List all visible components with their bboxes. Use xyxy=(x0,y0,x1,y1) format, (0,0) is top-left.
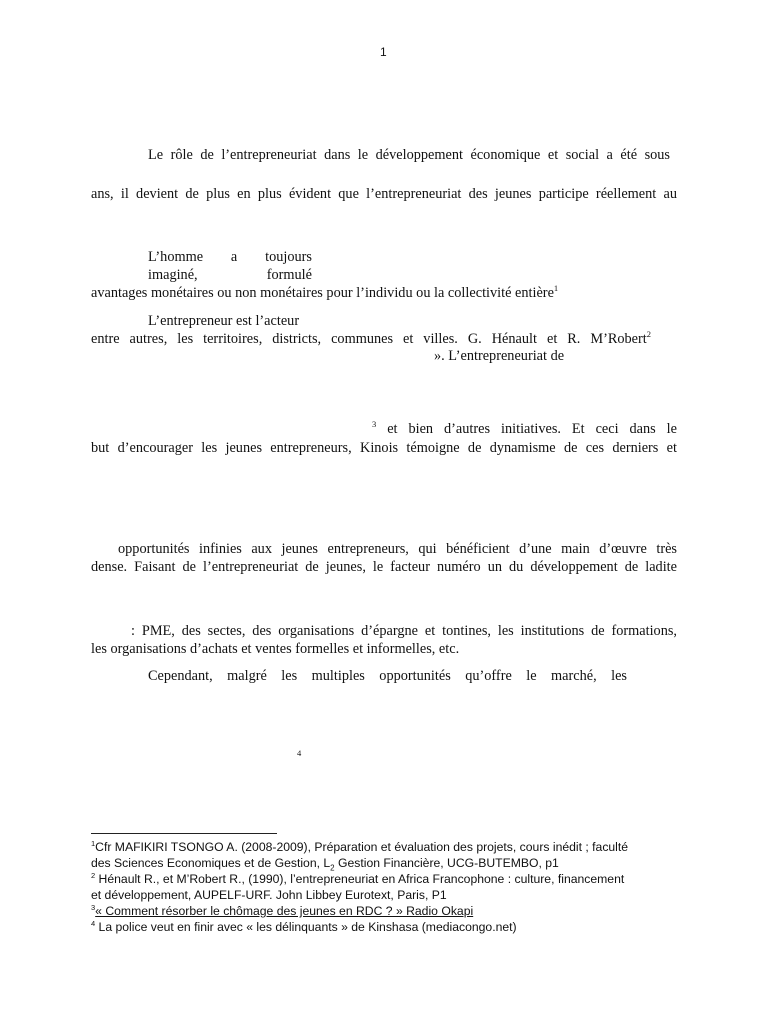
footnote-2-line xyxy=(91,871,624,887)
footnote-text: Cfr MAFIKIRI TSONGO A. (2008-2009), Préparation et évaluation des projets, cours inédit ; faculté xyxy=(95,840,629,854)
footnote-2-line: et développement, AUPELF-URF. John Libbey Eurotext, Paris, P1 xyxy=(91,888,447,902)
footnote-text: des Sciences Economiques et de Gestion, L xyxy=(91,856,331,870)
body-line xyxy=(91,330,651,348)
body-line: : PME, des sectes, des organisations d’épargne et tontines, les institutions de formations, xyxy=(131,623,677,639)
body-line: Cependant, malgré les multiples opportunités qu’offre le marché, les xyxy=(148,668,627,684)
body-line: opportunités infinies aux jeunes entrepreneurs, qui bénéficient d’une main d’œuvre très xyxy=(118,541,677,557)
body-line xyxy=(372,420,677,438)
subscript: 2 xyxy=(330,863,335,873)
footnote-ref: 1 xyxy=(553,283,559,294)
footnote-text: Gestion Financière, UCG-BUTEMBO, p1 xyxy=(334,856,559,870)
body-line: ». L’entrepreneuriat de xyxy=(434,348,565,364)
body-line: les organisations d’achats et ventes formelles et informelles, etc. xyxy=(91,641,460,657)
footnote-mark: 2 xyxy=(91,870,96,880)
footnote-3-line xyxy=(91,903,473,919)
footnote-separator xyxy=(91,833,277,834)
body-text: et bien d’autres initiatives. Et ceci dans le xyxy=(376,421,677,437)
body-line: L’entrepreneur est l’acteur xyxy=(148,313,300,329)
footnote-ref: 2 xyxy=(646,329,651,340)
footnote-link[interactable]: « Comment résorber le chômage des jeunes en RDC ? » Radio Okapi xyxy=(95,904,474,918)
body-line xyxy=(91,284,558,302)
footnote-text: Hénault R., et M’Robert R., (1990), l’entrepreneuriat en Africa Francophone : culture, financement xyxy=(95,872,625,886)
body-line: dense. Faisant de l’entrepreneuriat de jeunes, le facteur numéro un du développement de ladite xyxy=(91,559,677,575)
body-line: but d’encourager les jeunes entrepreneurs, Kinois témoigne de dynamisme de ces derniers et xyxy=(91,440,677,456)
body-line: L’homme a toujours imaginé, formulé xyxy=(148,249,312,283)
footnote-1-line xyxy=(91,839,628,855)
footnote-4-line xyxy=(91,919,517,935)
footnote-1-line xyxy=(91,855,559,871)
footnote-mark: 1 xyxy=(91,838,96,848)
body-line: ans, il devient de plus en plus évident que l’entrepreneuriat des jeunes participe réellement au xyxy=(91,186,677,202)
body-line: Le rôle de l’entrepreneuriat dans le développement économique et social a été sous xyxy=(148,147,670,163)
footnote-mark: 4 xyxy=(91,918,96,928)
body-text: entre autres, les territoires, districts, communes et villes. G. Hénault et R. M’Robert xyxy=(91,331,647,347)
footnote-mark: 3 xyxy=(91,902,96,912)
footnote-text: La police veut en finir avec « les délinquants » de Kinshasa (mediacongo.net) xyxy=(95,920,517,934)
page-number: 1 xyxy=(380,45,387,59)
body-text: avantages monétaires ou non monétaires pour l’individu ou la collectivité entière xyxy=(91,285,554,301)
footnote-ref: 3 xyxy=(372,419,377,430)
footnote-ref: 4 xyxy=(297,748,302,758)
